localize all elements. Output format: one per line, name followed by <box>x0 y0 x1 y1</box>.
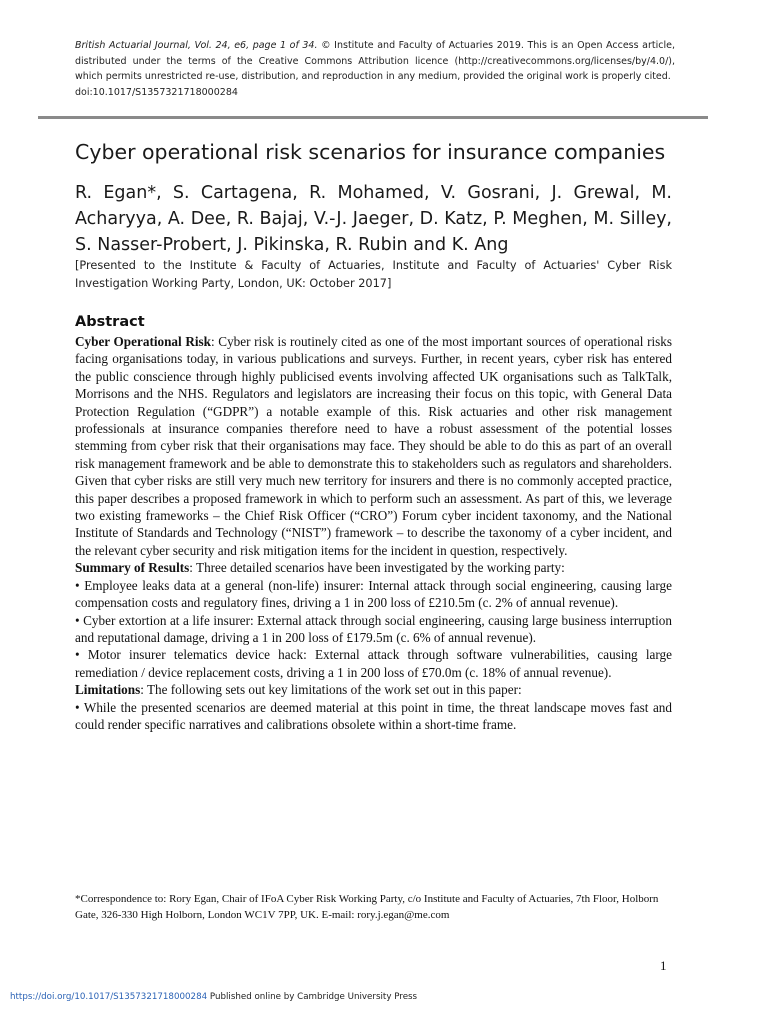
limitations-label: Limitations <box>75 682 141 698</box>
abstract-body <box>75 333 672 733</box>
page-number: 1 <box>660 958 667 973</box>
publication-line <box>10 992 417 1002</box>
article-doi: doi:10.1017/S1357321718000284 <box>75 86 238 98</box>
cyber-operational-risk-text: : Cyber risk is routinely cited as one of the most important sources of operational risks facing organisations today, in various publications and surveys. Further, in recent years, cyber risk has entered the public conscience through highly publicised events involving affected UK organisations such as TalkTalk, Morrisons and the NHS. Regulators and legislators are increasing their focus on this topic, with General Data Protection Regulation (“GDPR”) a notable example of this. Risk actuaries and other risk management professionals at insurance companies therefore need to have a robust assessment of the potential losses stemming from cyber risk that their organisations may face. They should be able to do this as part of an overall risk management framework and be able to demonstrate this to stakeholders such as regulators and shareholders. Given that cyber risks are still very much new territory for insurers and there is no commonly accepted practice, this paper describes a proposed framework in which to perform such an assessment. As part of this, we leverage two existing frameworks – the Chief Risk Officer (“CRO”) Forum cyber incident taxonomy, and the National Institute of Standards and Technology (“NIST”) framework – to describe the taxonomy of a cyber incident, and the relevant cyber security and risk mitigation items for the incident in question, respectively. <box>75 334 672 558</box>
limitation-bullet-1: • While the presented scenarios are deemed material at this point in time, the threat landscape moves fast and could render specific narratives and calibrations obsolete within a short-time frame. <box>75 699 672 732</box>
presentation-note: [Presented to the Institute & Faculty of Actuaries, Institute and Faculty of Actuaries' Cyber Risk Investigation Working Party, London, UK: October 2017] <box>75 259 672 290</box>
limitations-text: : The following sets out key limitations of the work set out in this paper: <box>140 682 522 698</box>
paper-title: Cyber operational risk scenarios for insurance companies <box>75 140 666 164</box>
author-list: R. Egan*, S. Cartagena, R. Mohamed, V. Gosrani, J. Grewal, M. Acharyya, A. Dee, R. Bajaj, V.-J. Jaeger, D. Katz, P. Meghen, M. Silley, S. Nasser-Probert, J. Pikinska, R. Rubin and K. Ang <box>75 183 672 255</box>
published-online-text: Published online by Cambridge University Press <box>207 992 418 1002</box>
abstract-paragraph-cyber-risk <box>75 333 672 559</box>
summary-of-results-label: Summary of Results <box>75 560 190 576</box>
scenario-bullet-3: • Motor insurer telematics device hack: External attack through software vulnerabilities, causing large remediation / device replacement costs, driving a 1 in 200 loss of £70.0m (c. 18% of annual revenue). <box>75 647 672 680</box>
scenario-bullet-1: • Employee leaks data at a general (non-life) insurer: Internal attack through social engineering, causing large compensation costs and regulatory fines, driving a 1 in 200 loss of £210.5m (c. 2% of annual revenue). <box>75 577 672 611</box>
correspondence-footnote: *Correspondence to: Rory Egan, Chair of IFoA Cyber Risk Working Party, c/o Institute and Faculty of Actuaries, 7th Floor, Holborn Gate, 326-330 High Holborn, London WC1V 7PP, UK. E-mail: rory.j.egan@me.com <box>75 893 659 921</box>
header-divider <box>38 116 708 119</box>
abstract-paragraph-limitations <box>75 681 672 698</box>
licence-text: © Institute and Faculty of Actuaries 2019. This is an Open Access article, distributed under the terms of the Creative Commons Attribution licence (http://creativecommons.org/licenses/by/4.0/), which permits unrestricted re-use, distribution, and reproduction in any medium, provided the original work is properly cited. <box>75 40 675 82</box>
journal-header-note <box>75 38 675 100</box>
summary-of-results-text: : Three detailed scenarios have been investigated by the working party: <box>189 560 565 576</box>
journal-citation: British Actuarial Journal, Vol. 24, e6, page 1 of 34. <box>75 40 318 51</box>
scenario-bullet-2: • Cyber extortion at a life insurer: External attack through social engineering, causing large business interruption and reputational damage, driving a 1 in 200 loss of £179.5m (c. 6% of annual revenue). <box>75 612 672 645</box>
abstract-paragraph-summary <box>75 559 672 576</box>
cyber-operational-risk-label: Cyber Operational Risk <box>75 334 211 349</box>
doi-link[interactable]: https://doi.org/10.1017/S1357321718000284 <box>10 992 208 1002</box>
abstract-heading: Abstract <box>75 314 145 330</box>
